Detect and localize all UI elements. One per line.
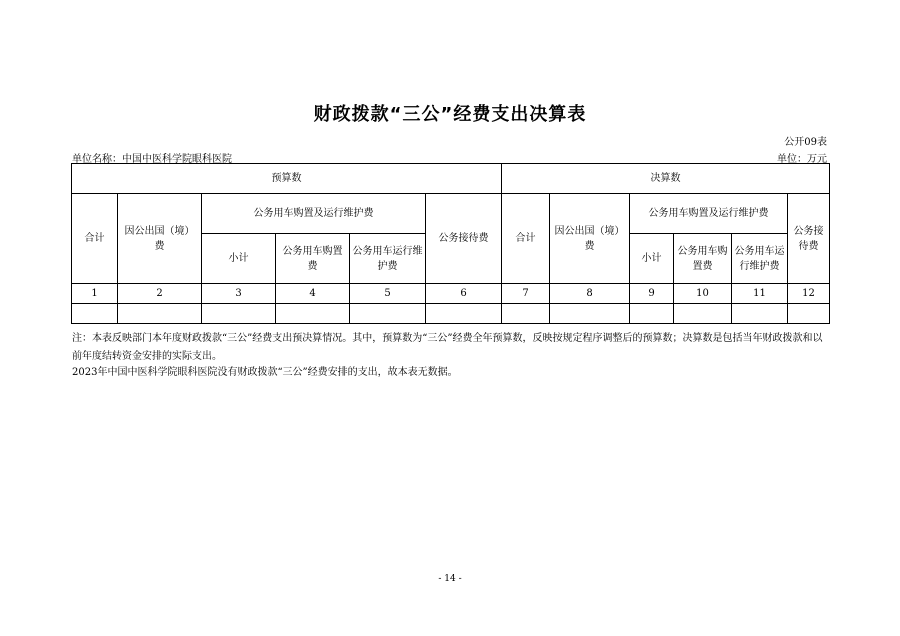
final-total-header: 合计 [502,194,550,284]
budget-vehicle-group-header: 公务用车购置及运行维护费 [202,194,426,234]
budget-header: 预算数 [72,164,502,194]
column-number: 4 [276,284,350,304]
column-number: 9 [630,284,674,304]
column-number: 7 [502,284,550,304]
final-header: 决算数 [502,164,830,194]
final-vehicle-group-header: 公务用车购置及运行维护费 [630,194,788,234]
budget-vehicle-purchase-header: 公务用车购置费 [276,234,350,284]
budget-abroad-header: 因公出国（境）费 [118,194,202,284]
empty-data-row [72,304,830,324]
data-cell [732,304,788,324]
data-cell [550,304,630,324]
column-number: 10 [674,284,732,304]
budget-total-header: 合计 [72,194,118,284]
data-cell [202,304,276,324]
page-title: 财政拨款“三公”经费支出决算表 [313,104,587,125]
column-number: 6 [426,284,502,304]
data-cell [502,304,550,324]
column-number: 5 [350,284,426,304]
three-public-expenses-table [71,163,830,324]
final-vehicle-purchase-header: 公务用车购置费 [674,234,732,284]
data-cell [118,304,202,324]
unit-measure: 单位：万元 [777,154,827,165]
no-data-statement: 2023年中国中医科学院眼科医院没有财政拨款“三公”经费安排的支出，故本表无数据。 [72,367,458,378]
data-cell [426,304,502,324]
data-cell [276,304,350,324]
budget-subtotal-header: 小计 [202,234,276,284]
final-reception-header: 公务接待费 [788,194,830,284]
column-number: 3 [202,284,276,304]
column-number: 2 [118,284,202,304]
data-cell [630,304,674,324]
unit-name: 单位名称：中国中医科学院眼科医院 [72,154,232,165]
column-number: 8 [550,284,630,304]
data-cell [350,304,426,324]
table-note: 注：本表反映部门本年度财政拨款“三公”经费支出预决算情况。其中，预算数为“三公”经费全年预算数，反映按规定程序调整后的预算数；决算数是包括当年财政拨款和以前年度结转资金安排的实际支出。 [72,333,823,362]
data-cell [72,304,118,324]
column-number: 1 [72,284,118,304]
page-number: - 14 - [438,574,462,584]
data-cell [674,304,732,324]
data-cell [788,304,830,324]
final-vehicle-operation-header: 公务用车运行维护费 [732,234,788,284]
form-code: 公开09表 [784,137,827,148]
column-number: 12 [788,284,830,304]
final-abroad-header: 因公出国（境）费 [550,194,630,284]
final-subtotal-header: 小计 [630,234,674,284]
column-number: 11 [732,284,788,304]
budget-vehicle-operation-header: 公务用车运行维护费 [350,234,426,284]
budget-reception-header: 公务接待费 [426,194,502,284]
